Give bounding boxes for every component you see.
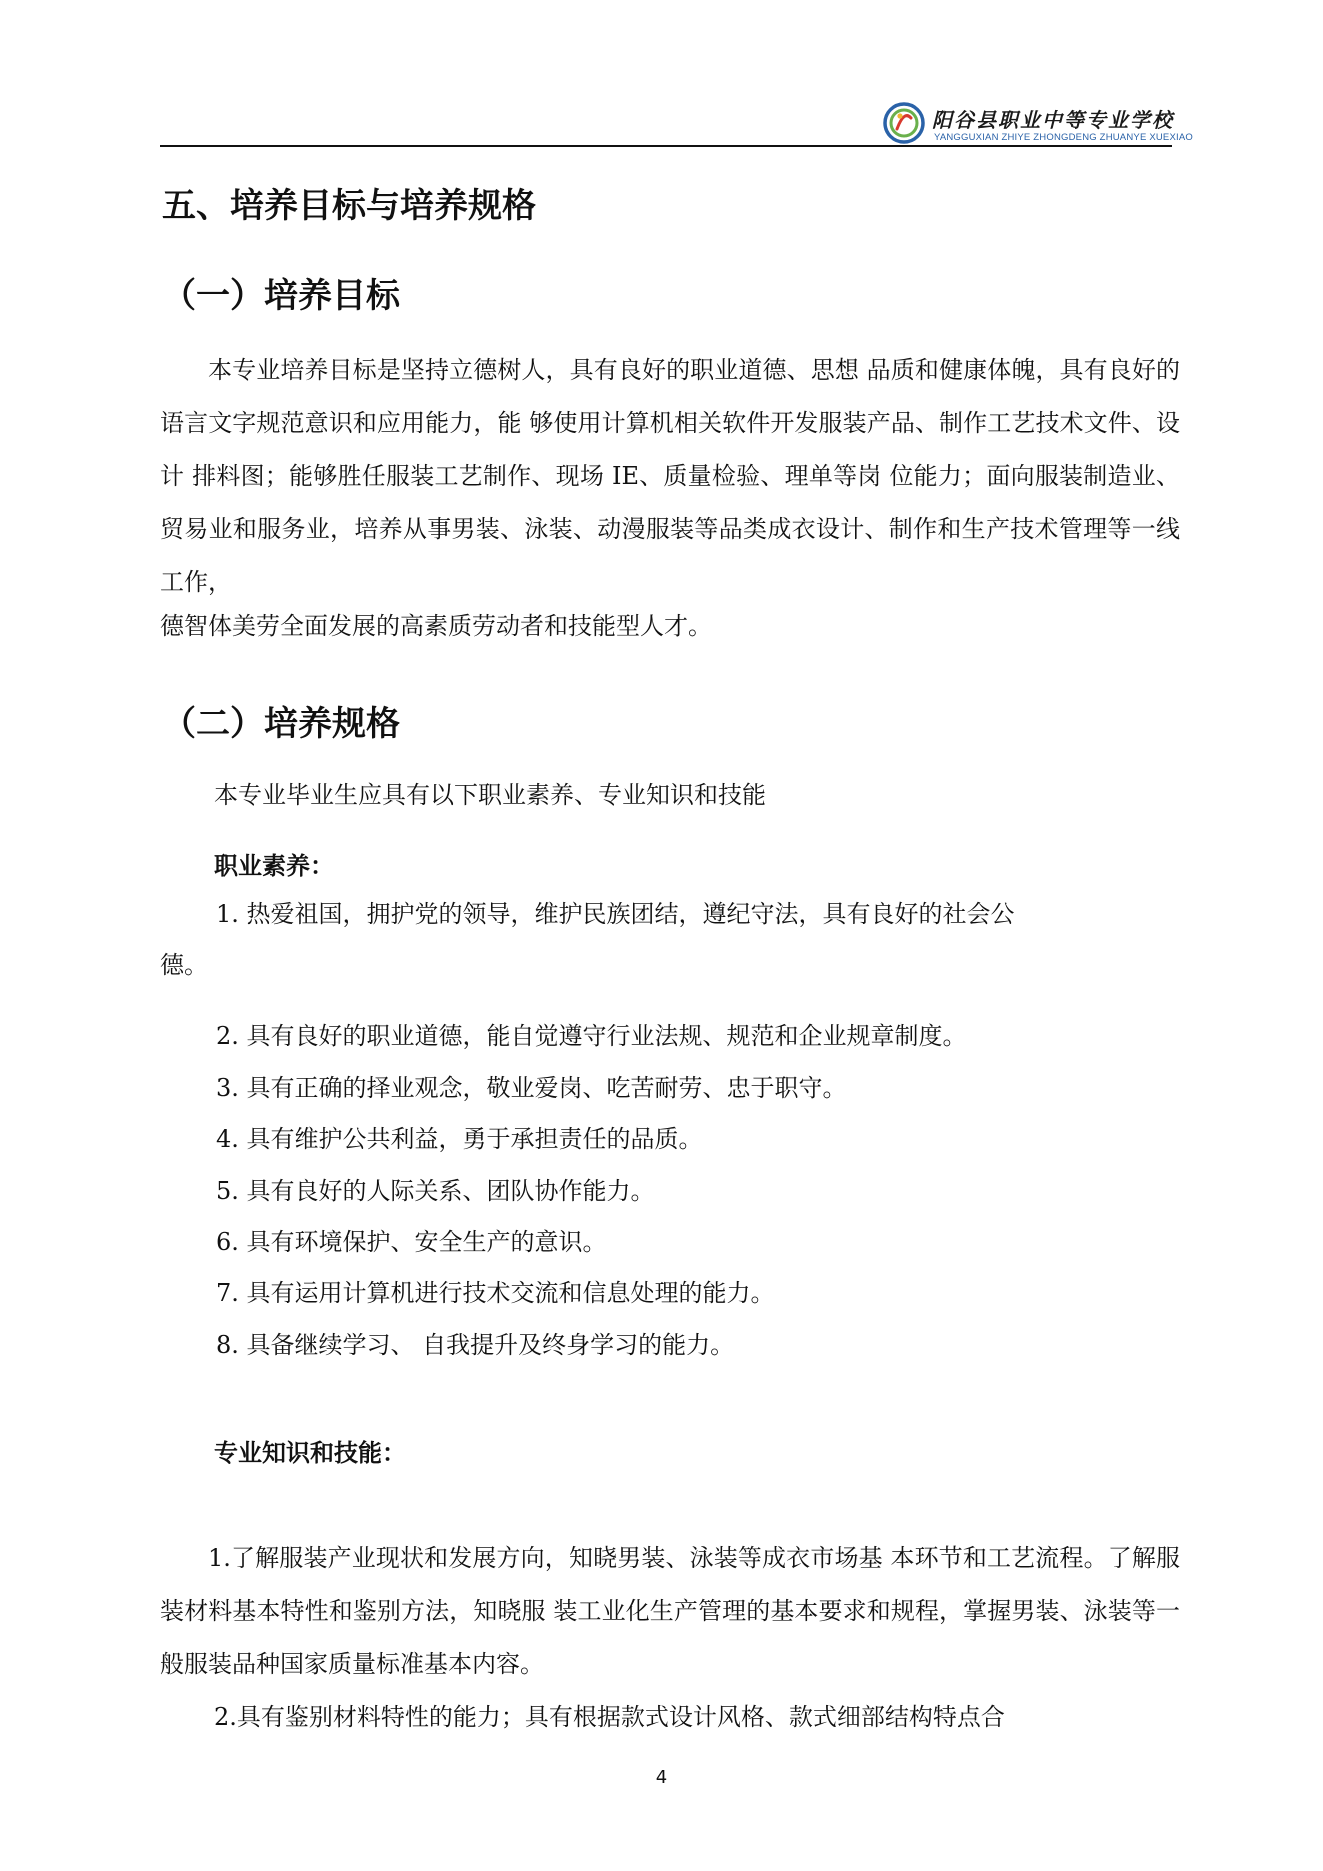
quality-item: 1. 热爱祖国，拥护党的领导，维护民族团结，遵纪守法，具有良好的社会公 bbox=[216, 900, 1015, 928]
skills-label: 专业知识和技能： bbox=[214, 1439, 406, 1467]
skill-paragraph: 2.具有鉴别材料特性的能力；具有根据款式设计风格、款式细部结构特点合 bbox=[214, 1703, 1005, 1731]
quality-item: 4. 具有维护公共利益，勇于承担责任的品质。 bbox=[216, 1125, 703, 1153]
quality-item: 6. 具有环境保护、安全生产的意识。 bbox=[216, 1228, 607, 1256]
quality-label: 职业素养： bbox=[214, 852, 334, 880]
quality-item-continuation: 德。 bbox=[160, 951, 208, 979]
header-divider bbox=[160, 145, 1172, 147]
goal-heading: （一）培养目标 bbox=[162, 276, 400, 316]
goal-paragraph: 本专业培养目标是坚持立德树人，具有良好的职业道德、思想 品质和健康体魄，具有良好的语言文字规范意识和应用能力，能 够使用计算机相关软件开发服装产品、制作工艺技术文件、设计 排料图；能够胜任服装工艺制作、现场 IE、质量检验、理单等岗 位能力；面向服装制造业、贸易业和服务业，培养从事男装、泳装、动漫服装等品类成衣设计、制作和生产技术管理等一线工作， bbox=[160, 356, 1180, 596]
spec-heading: （二）培养规格 bbox=[162, 704, 400, 744]
spec-intro: 本专业毕业生应具有以下职业素养、专业知识和技能 bbox=[214, 781, 766, 809]
section-title: 五、培养目标与培养规格 bbox=[162, 186, 536, 226]
quality-item: 3. 具有正确的择业观念，敬业爱岗、吃苦耐劳、忠于职守。 bbox=[216, 1074, 847, 1102]
school-logo-icon bbox=[883, 102, 925, 144]
skill-paragraph: 1.了解服装产业现状和发展方向，知晓男装、泳装等成衣市场基 本环节和工艺流程。了解服装材料基本特性和鉴别方法，知晓服 装工业化生产管理的基本要求和规程，掌握男装、泳装等一般服装品种国家质量标准基本内容。 bbox=[160, 1544, 1180, 1678]
quality-item: 8. 具备继续学习、 自我提升及终身学习的能力。 bbox=[216, 1331, 735, 1359]
page-number: 4 bbox=[655, 1767, 668, 1788]
quality-item: 7. 具有运用计算机进行技术交流和信息处理的能力。 bbox=[216, 1279, 775, 1307]
quality-item: 2. 具有良好的职业道德，能自觉遵守行业法规、规范和企业规章制度。 bbox=[216, 1022, 967, 1050]
school-name-english: YANGGUXIAN ZHIYE ZHONGDENG ZHUANYE XUEXIAO bbox=[934, 132, 1193, 143]
goal-paragraph-last-line: 德智体美劳全面发展的高素质劳动者和技能型人才。 bbox=[160, 612, 712, 640]
quality-item: 5. 具有良好的人际关系、团队协作能力。 bbox=[216, 1177, 655, 1205]
school-name: 阳谷县职业中等专业学校 bbox=[932, 108, 1174, 132]
